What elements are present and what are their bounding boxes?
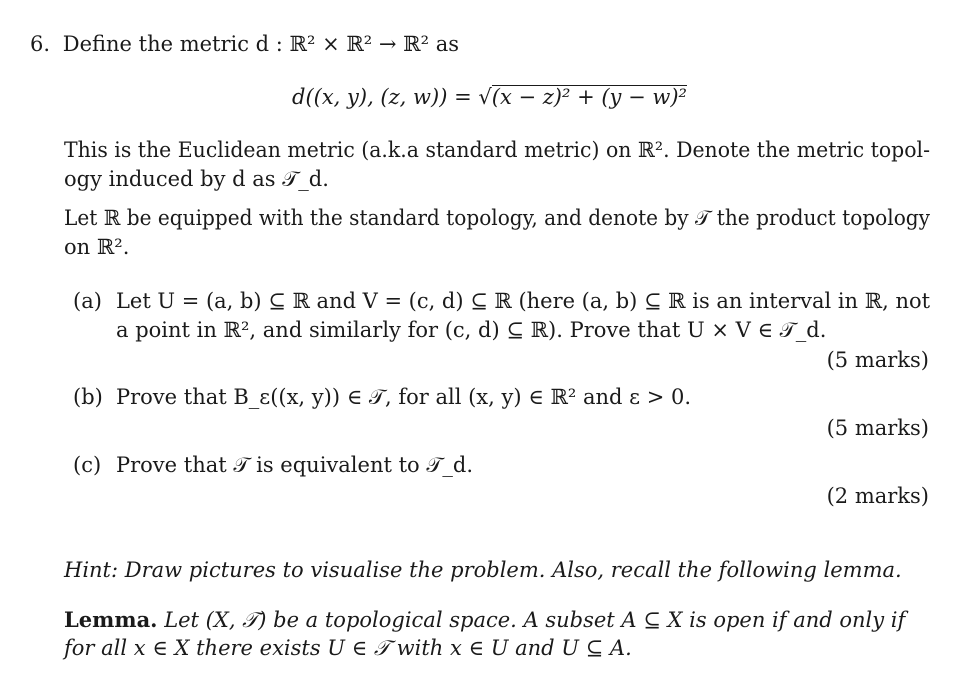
question-number: 6. — [30, 32, 51, 56]
formula-root-sign: √ — [478, 85, 492, 109]
formula-lhs: d((x, y), (z, w)) = — [292, 85, 479, 109]
para2-line1: Let ℝ be equipped with the standard topology, and denote by 𝒯 the product topology — [64, 206, 930, 230]
lemma-statement-1: Let (X, 𝒯) be a topological space. A subset A ⊆ X is open if and only if — [164, 608, 906, 632]
part-b-marks: (5 marks) — [826, 416, 929, 440]
part-c-line1: Prove that 𝒯 is equivalent to 𝒯_d. — [116, 453, 474, 477]
part-c-marks: (2 marks) — [826, 484, 929, 508]
hint-text: Hint: Draw pictures to visualise the problem. Also, recall the following lemma. — [64, 558, 902, 582]
lemma-title: Lemma. — [64, 607, 158, 632]
part-a-line2: a point in ℝ², and similarly for (c, d) ⊆ ℝ). Prove that U × V ∈ 𝒯_d. — [116, 318, 827, 342]
part-b-label: (b) — [73, 385, 103, 409]
part-a-marks: (5 marks) — [826, 348, 929, 372]
question-header — [30, 34, 459, 55]
part-b-line1: Prove that B_ε((x, y)) ∈ 𝒯, for all (x, y) ∈ ℝ² and ε > 0. — [116, 385, 692, 409]
part-a-line1: Let U = (a, b) ⊆ ℝ and V = (c, d) ⊆ ℝ (here (a, b) ⊆ ℝ is an interval in ℝ, not — [116, 289, 930, 313]
part-a-label: (a) — [73, 289, 102, 313]
part-c-label: (c) — [73, 453, 102, 477]
formula-rhs: (x − z)² + (y − w)² — [491, 85, 687, 109]
para1-line2: ogy induced by d as 𝒯_d. — [64, 167, 329, 191]
lemma-line2: for all x ∈ X there exists U ∈ 𝒯 with x ∈ U and U ⊆ A. — [64, 636, 632, 660]
para2-line2: on ℝ². — [64, 235, 130, 259]
para1-line1: This is the Euclidean metric (a.k.a standard metric) on ℝ². Denote the metric topol- — [64, 138, 930, 162]
question-intro: Define the metric d : ℝ² × ℝ² → ℝ² as — [62, 32, 460, 56]
lemma-line1 — [64, 609, 905, 631]
metric-formula — [292, 85, 687, 108]
